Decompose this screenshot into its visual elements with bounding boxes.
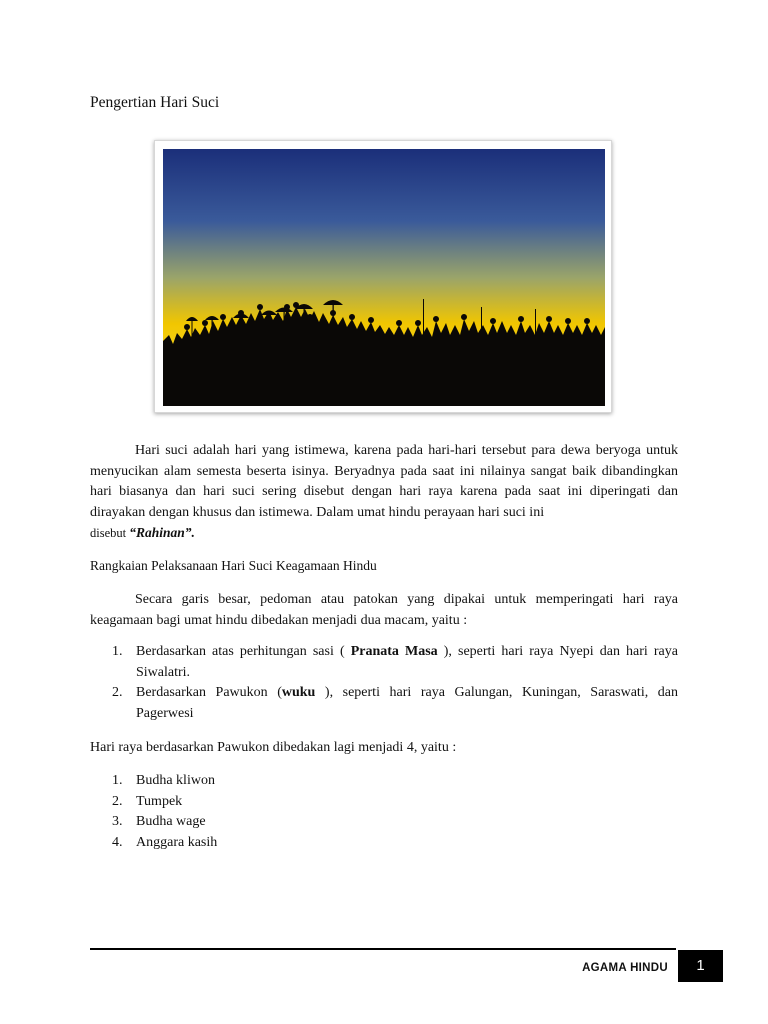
list-text-before: Berdasarkan Pawukon (	[136, 685, 282, 700]
list-number: 2.	[112, 685, 123, 700]
basis-list	[90, 642, 678, 724]
list-text: Anggara kasih	[136, 834, 218, 850]
rahinan-term: “Rahinan”.	[129, 525, 195, 540]
section-intro-paragraph: Secara garis besar, pedoman atau patokan yang dipakai untuk memperingati hari raya keagamaan bagi umat hindu dibedakan menjadi dua macam, yaitu :	[90, 592, 678, 628]
footer-label: AGAMA HINDU	[582, 962, 668, 974]
list-number: 4.	[112, 834, 123, 850]
page-number: 1	[678, 950, 723, 982]
list-text	[136, 683, 678, 724]
photo-frame	[154, 140, 612, 413]
wuku-term: wuku	[281, 685, 316, 700]
section-heading: Rangkaian Pelaksanaan Hari Suci Keagamaan Hindu	[90, 558, 377, 573]
list-number: 2.	[112, 793, 123, 809]
procession-silhouette-photo	[163, 149, 605, 406]
intro-paragraph	[90, 441, 678, 545]
pawukon-intro-paragraph: Hari raya berdasarkan Pawukon dibedakan lagi menjadi 4, yaitu :	[90, 740, 457, 755]
footer-rule	[90, 948, 676, 950]
intro-text: Hari suci adalah hari yang istimewa, karena pada hari-hari tersebut para dewa beryoga untuk menyucikan alam semesta beserta isinya. Beryadnya pada saat ini nilainya sangat baik dibandingkan hari biasanya dan hari suci sering disebut dengan hari raya karena pada saat ini diperingati dan dirayakan dengan khusus dan istimewa. Dalam umat hindu perayaan hari suci ini	[90, 443, 678, 520]
list-item	[90, 642, 678, 683]
list-item	[90, 833, 678, 854]
list-number: 3.	[112, 814, 123, 829]
page-title: Pengertian Hari Suci	[90, 94, 220, 111]
list-number: 1.	[112, 644, 123, 659]
list-text-after: ), seperti hari raya Galungan, Kuningan, Saraswati, dan Pagerwesi	[136, 685, 678, 721]
list-text: Tumpek	[136, 793, 183, 809]
list-text: Budha wage	[136, 814, 206, 829]
list-number: 1.	[112, 773, 123, 788]
list-item	[90, 683, 678, 724]
list-text-before: Berdasarkan atas perhitungan sasi (	[136, 644, 351, 659]
list-item	[90, 771, 678, 792]
pranata-masa-term: Pranata Masa	[350, 644, 438, 659]
list-text	[136, 642, 678, 683]
list-text-after: ), seperti hari raya Nyepi dan hari raya Siwalatri.	[136, 644, 678, 680]
list-item	[90, 792, 678, 813]
list-text: Budha kliwon	[136, 773, 215, 788]
list-item	[90, 812, 678, 833]
intro-tail-prefix: disebut	[90, 526, 130, 540]
pawukon-list	[90, 771, 678, 853]
